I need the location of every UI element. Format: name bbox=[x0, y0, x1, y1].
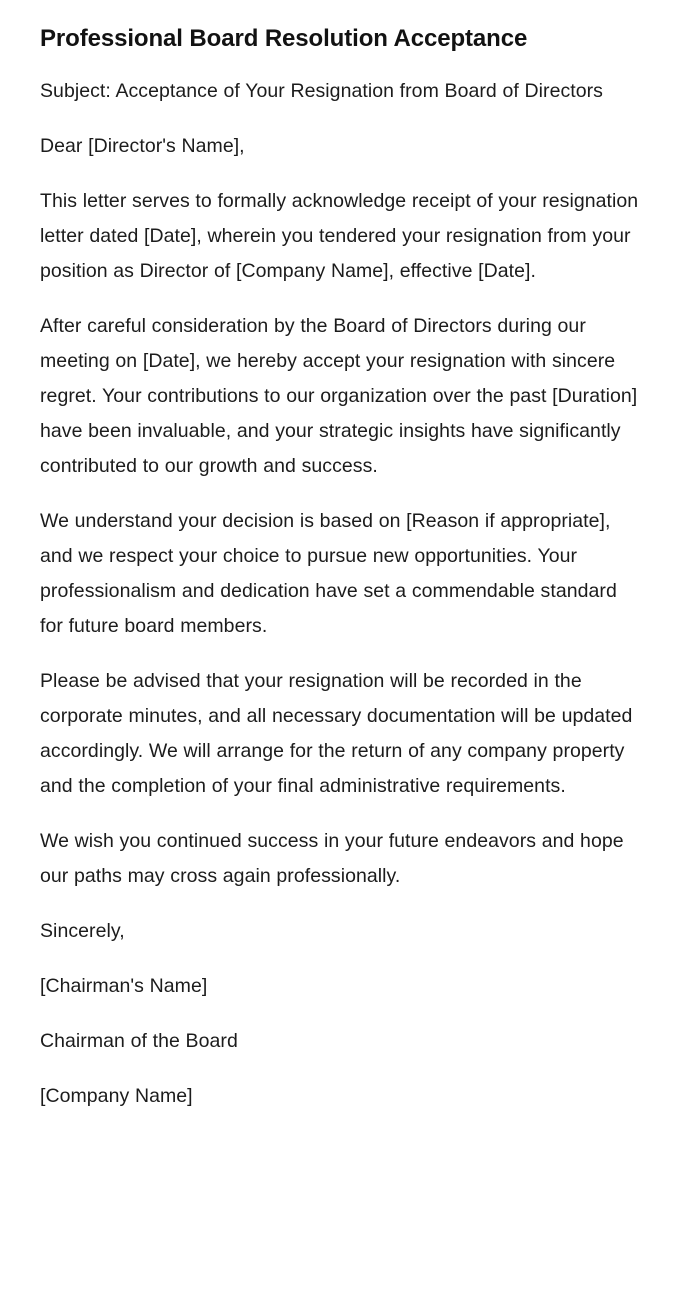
signature-company: [Company Name] bbox=[40, 1085, 193, 1107]
document-body bbox=[40, 74, 640, 1114]
subject-line: Subject: Acceptance of Your Resignation from Board of Directors bbox=[40, 80, 603, 102]
signature-name: [Chairman's Name] bbox=[40, 975, 208, 997]
body-paragraph-4: Please be advised that your resignation will be recorded in the corporate minutes, and all necessary documentation will be updated accordingly. We will arrange for the return of any company property and the completion of your final administrative requirements. bbox=[40, 670, 633, 797]
closing-line: Sincerely, bbox=[40, 920, 125, 942]
body-paragraph-2: After careful consideration by the Board of Directors during our meeting on [Date], we hereby accept your resignation with sincere regret. Your contributions to our organization over the past [Duration] have been invaluable, and your strategic insights have significantly contributed to our growth and success. bbox=[40, 315, 638, 477]
salutation: Dear [Director's Name], bbox=[40, 135, 245, 157]
body-paragraph-5: We wish you continued success in your future endeavors and hope our paths may cross again professionally. bbox=[40, 830, 624, 887]
body-paragraph-3: We understand your decision is based on [Reason if appropriate], and we respect your choice to pursue new opportunities. Your professionalism and dedication have set a commendable standard for future board members. bbox=[40, 510, 617, 637]
page-title: Professional Board Resolution Acceptance bbox=[40, 25, 528, 52]
signature-title: Chairman of the Board bbox=[40, 1030, 238, 1052]
body-paragraph-1: This letter serves to formally acknowledge receipt of your resignation letter dated [Date], wherein you tendered your resignation from your position as Director of [Company Name], effective [Date]. bbox=[40, 190, 639, 282]
